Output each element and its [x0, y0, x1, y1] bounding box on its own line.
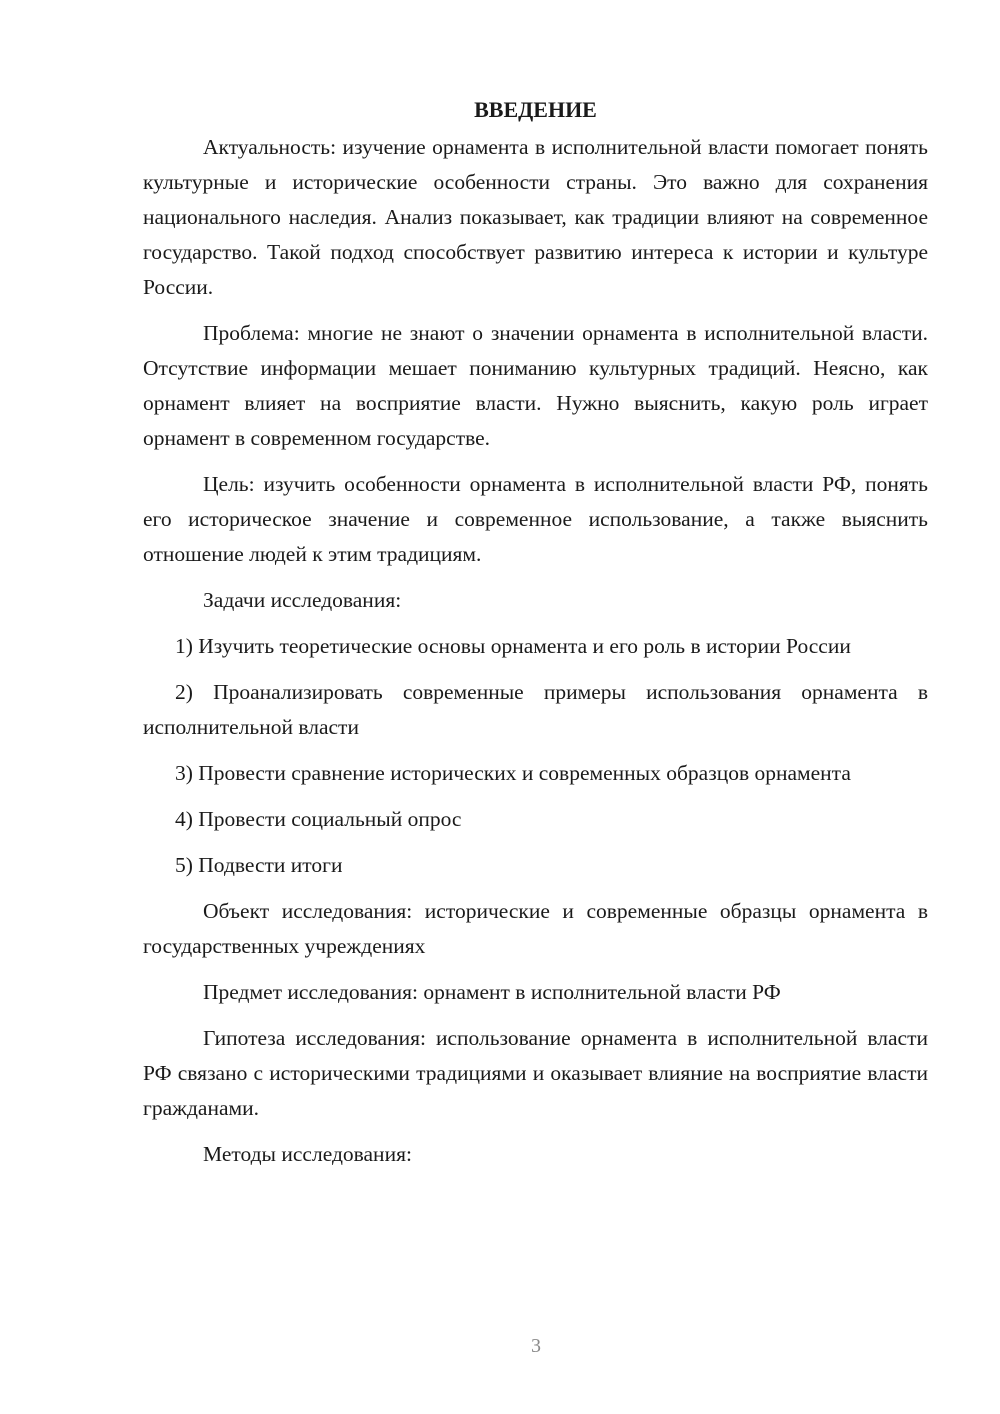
task-item-5: 5) Подвести итоги	[175, 853, 343, 877]
goal-paragraph: Цель: изучить особенности орнамента в исполнительной власти РФ, понять его историческое значение и современное использование, а также выяснить отношение людей к этим традициям.	[143, 472, 928, 566]
problem-paragraph: Проблема: многие не знают о значении орнамента в исполнительной власти. Отсутствие информации мешает пониманию культурных традиций. Неясно, как орнамент влияет на восприятие власти. Нужно выяснить, какую роль играет орнамент в современном государстве.	[143, 321, 928, 450]
subject-paragraph: Предмет исследования: орнамент в исполнительной власти РФ	[203, 980, 781, 1004]
page-number: 3	[531, 1335, 541, 1357]
section-heading: ВВЕДЕНИЕ	[474, 97, 597, 122]
task-item-2: 2) Проанализировать современные примеры использования орнамента в исполнительной власти	[143, 680, 928, 739]
task-item-4: 4) Провести социальный опрос	[175, 807, 462, 831]
hypothesis-paragraph: Гипотеза исследования: использование орнамента в исполнительной власти РФ связано с историческими традициями и оказывает влияние на восприятие власти гражданами.	[143, 1026, 928, 1120]
tasks-heading: Задачи исследования:	[203, 588, 402, 612]
document-page	[143, 92, 928, 1172]
task-item-1: 1) Изучить теоретические основы орнамента и его роль в истории России	[175, 634, 851, 658]
methods-heading: Методы исследования:	[203, 1142, 412, 1166]
task-item-3: 3) Провести сравнение исторических и современных образцов орнамента	[175, 761, 851, 785]
relevance-paragraph: Актуальность: изучение орнамента в исполнительной власти помогает понять культурные и исторические особенности страны. Это важно для сохранения национального наследия. Анализ показывает, как традиции влияют на современное государство. Такой подход способствует развитию интереса к истории и культуре России.	[143, 135, 928, 299]
object-paragraph: Объект исследования: исторические и современные образцы орнамента в государственных учреждениях	[143, 899, 928, 958]
